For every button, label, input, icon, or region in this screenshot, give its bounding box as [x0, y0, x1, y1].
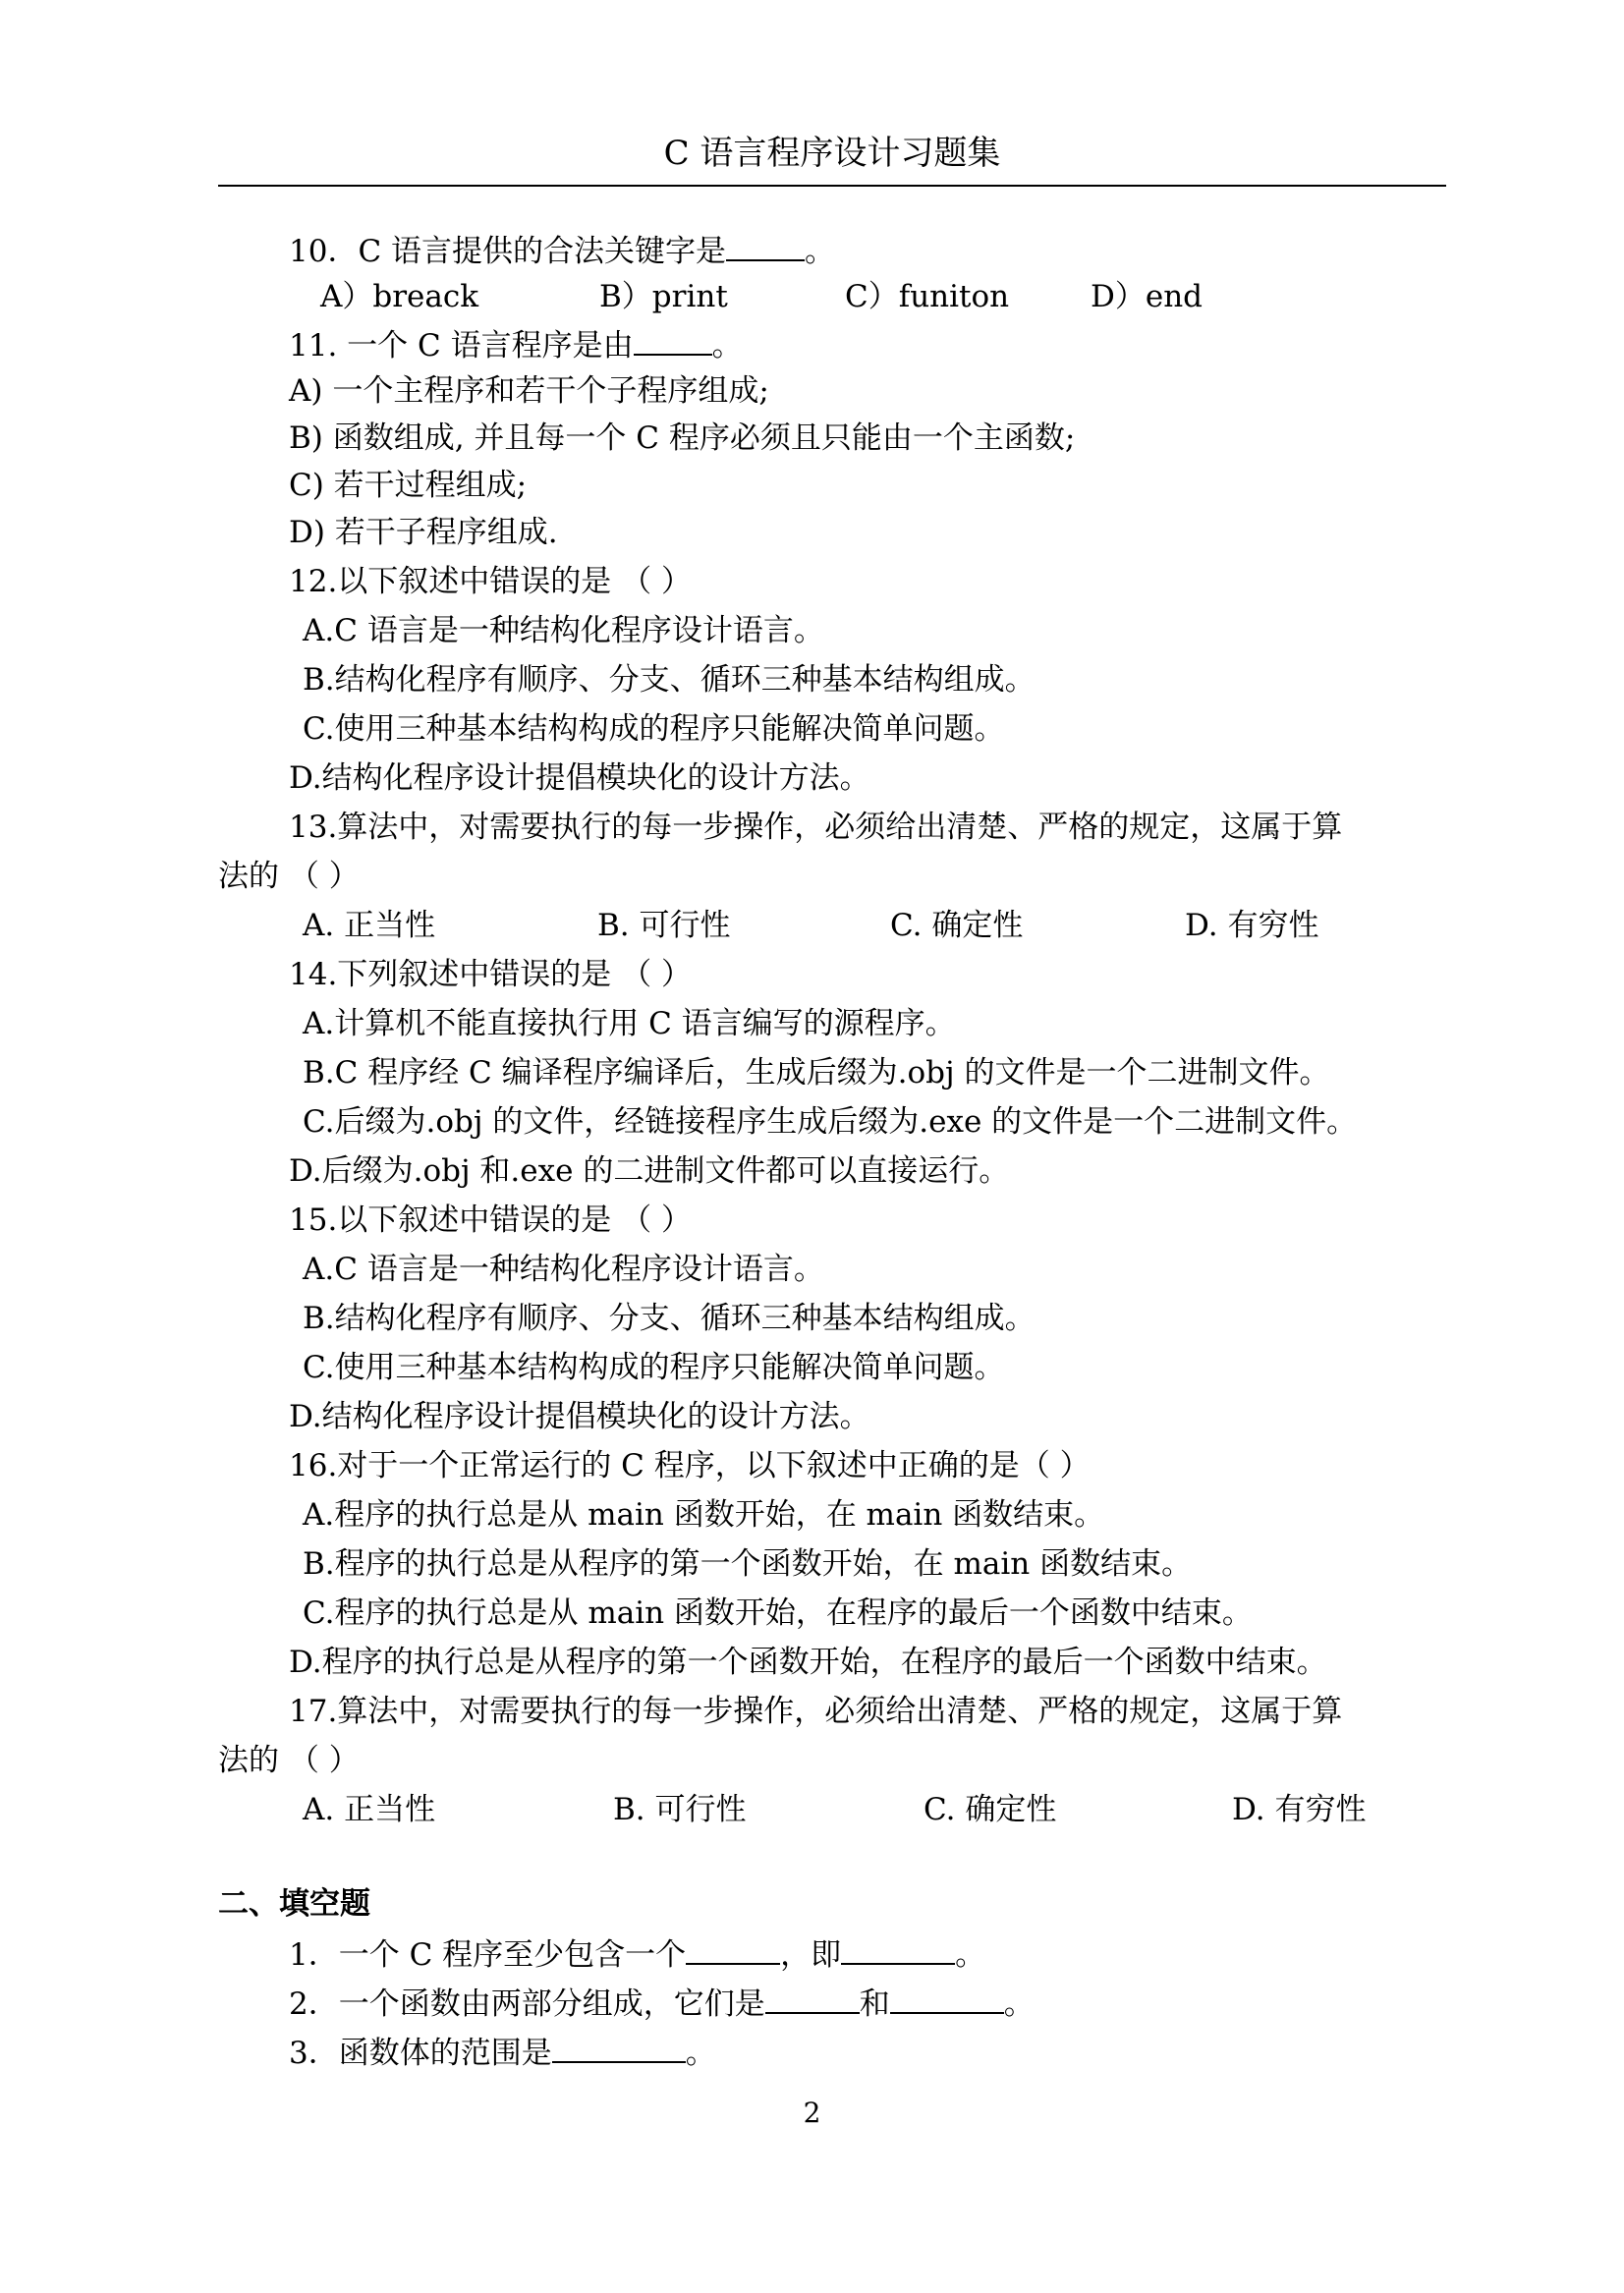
fill-question-3 [289, 2032, 716, 2073]
fill-question-1-text-b: ，即 [780, 1937, 842, 1973]
question-17-option-b: B. 可行性 [613, 1792, 747, 1827]
question-11-option-c: C) 若干过程组成; [289, 468, 528, 503]
question-12-option-c: C.使用三种基本结构构成的程序只能解决简单问题。 [303, 711, 1005, 747]
question-10-option-c: C）funiton [845, 279, 1010, 314]
question-14-option-a: A.计算机不能直接执行用 C 语言编写的源程序。 [303, 1006, 956, 1041]
fill-question-3-text-a: 3．函数体的范围是 [289, 2036, 552, 2071]
fill-question-1 [289, 1933, 985, 1975]
page-header-title: C 语言程序设计习题集 [663, 134, 1001, 173]
question-11-stem: 11. 一个 C 语言程序是由 [289, 328, 634, 364]
question-15-option-b: B.结构化程序有顺序、分支、循环三种基本结构组成。 [303, 1301, 1036, 1336]
answer-blank [552, 2032, 686, 2063]
question-11-option-a: A) 一个主程序和若干个子程序组成; [289, 373, 769, 409]
question-14-option-c: C.后缀为.obj 的文件，经链接程序生成后缀为.exe 的文件是一个二进制文件。 [303, 1104, 1358, 1140]
header-divider [218, 185, 1446, 187]
question-11-option-d: D) 若干子程序组成. [289, 515, 558, 550]
question-12-option-b: B.结构化程序有顺序、分支、循环三种基本结构组成。 [303, 662, 1036, 698]
answer-blank [841, 1933, 955, 1965]
answer-blank [686, 1933, 780, 1965]
question-13-option-a: A. 正当性 [303, 908, 436, 943]
question-16-stem: 16.对于一个正常运行的 C 程序，以下叙述中正确的是（ ） [289, 1448, 1091, 1483]
question-13-option-d: D. 有穷性 [1185, 908, 1319, 943]
question-12-option-a: A.C 语言是一种结构化程序设计语言。 [303, 613, 824, 648]
fill-question-2-text-c: 。 [1003, 1986, 1035, 2022]
question-10-option-b: B）print [599, 279, 728, 314]
question-12-stem: 12.以下叙述中错误的是 （ ） [289, 564, 693, 599]
fill-question-2 [289, 1983, 1035, 2024]
question-17-stem-line2: 法的 （ ） [218, 1743, 360, 1778]
answer-blank [726, 230, 805, 261]
question-14-option-d: D.后缀为.obj 和.exe 的二进制文件都可以直接运行。 [289, 1153, 1010, 1189]
question-10 [289, 230, 835, 271]
question-17-option-c: C. 确定性 [924, 1792, 1057, 1827]
question-10-option-d: D）end [1091, 279, 1204, 314]
question-13-option-b: B. 可行性 [597, 908, 731, 943]
question-14-option-b: B.C 程序经 C 编译程序编译后，生成后缀为.obj 的文件是一个二进制文件。 [303, 1055, 1330, 1091]
question-17-option-d: D. 有穷性 [1232, 1792, 1367, 1827]
fill-question-2-text-a: 2．一个函数由两部分组成，它们是 [289, 1986, 765, 2022]
fill-question-2-text-b: 和 [859, 1986, 890, 2022]
question-16-option-c: C.程序的执行总是从 main 函数开始，在程序的最后一个函数中结束。 [303, 1595, 1253, 1631]
answer-blank [634, 324, 712, 356]
question-15-option-d: D.结构化程序设计提倡模块化的设计方法。 [289, 1399, 870, 1434]
question-13-stem-line1: 13.算法中，对需要执行的每一步操作，必须给出清楚、严格的规定，这属于算 [289, 810, 1343, 845]
answer-blank [890, 1983, 1004, 2014]
question-14-stem: 14.下列叙述中错误的是 （ ） [289, 957, 693, 992]
question-11 [289, 324, 743, 365]
question-16-option-a: A.程序的执行总是从 main 函数开始，在 main 函数结束。 [303, 1497, 1105, 1533]
question-15-option-c: C.使用三种基本结构构成的程序只能解决简单问题。 [303, 1350, 1005, 1385]
question-16-option-b: B.程序的执行总是从程序的第一个函数开始，在 main 函数结束。 [303, 1546, 1193, 1582]
question-16-option-d: D.程序的执行总是从程序的第一个函数开始，在程序的最后一个函数中结束。 [289, 1645, 1327, 1680]
question-12-option-d: D.结构化程序设计提倡模块化的设计方法。 [289, 760, 870, 796]
question-13-stem-line2: 法的 （ ） [218, 859, 360, 894]
question-17-stem-line1: 17.算法中，对需要执行的每一步操作，必须给出清楚、严格的规定，这属于算 [289, 1694, 1343, 1729]
section-heading-fill-in: 二、填空题 [218, 1886, 370, 1922]
question-13-option-c: C. 确定性 [890, 908, 1024, 943]
question-10-end: 。 [805, 234, 836, 269]
question-10-stem: 10．C 语言提供的合法关键字是 [289, 234, 727, 269]
fill-question-1-text-c: 。 [955, 1937, 986, 1973]
question-15-option-a: A.C 语言是一种结构化程序设计语言。 [303, 1252, 824, 1287]
page-number: 2 [803, 2097, 821, 2129]
answer-blank [765, 1983, 860, 2014]
question-10-option-a: A）breack [320, 279, 479, 314]
question-11-option-b: B) 函数组成, 并且每一个 C 程序必须且只能由一个主函数; [289, 420, 1076, 456]
question-11-end: 。 [711, 328, 743, 364]
fill-question-1-text-a: 1．一个 C 程序至少包含一个 [289, 1937, 687, 1973]
question-17-option-a: A. 正当性 [303, 1792, 436, 1827]
question-15-stem: 15.以下叙述中错误的是 （ ） [289, 1202, 693, 1238]
fill-question-3-text-c: 。 [685, 2036, 716, 2071]
